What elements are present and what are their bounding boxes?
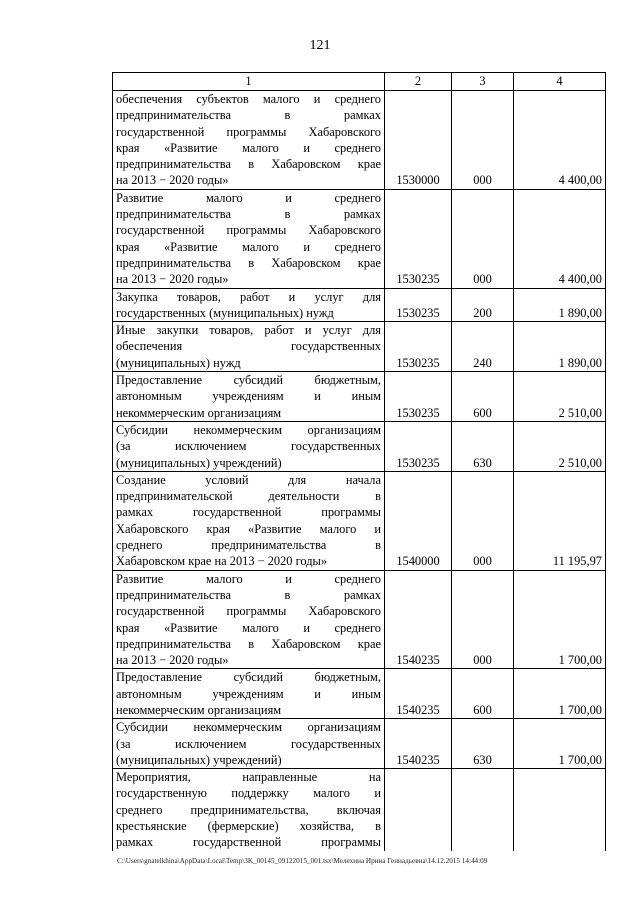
name-line: предпринимательства в рамках: [116, 207, 381, 222]
name-line-last: на 2013 − 2020 годы»: [116, 173, 229, 188]
row-type: 240: [452, 322, 514, 372]
table-row: [113, 719, 606, 769]
name-line: Закупка товаров, работ и услуг для: [116, 289, 381, 304]
name-line: предпринимательства в Хабаровском крае: [116, 157, 381, 172]
table-row: [113, 372, 606, 422]
name-line: среднего предпринимательства в: [116, 538, 381, 553]
row-amount: 4 400,00: [514, 189, 606, 288]
row-amount: 4 400,00: [514, 91, 606, 190]
row-amount: 1 700,00: [514, 570, 606, 669]
name-line-last: на 2013 − 2020 годы»: [116, 272, 229, 287]
header-col-3: 3: [452, 73, 514, 91]
name-line: (за исключением государственных: [116, 736, 381, 751]
row-type: 200: [452, 288, 514, 322]
name-line: Субсидии некоммерческим организациям: [116, 422, 381, 437]
name-line: Развитие малого и среднего: [116, 571, 381, 586]
row-name: [113, 421, 385, 471]
row-name: [113, 570, 385, 669]
name-line: автономным учреждениям и иным: [116, 686, 381, 701]
row-code: 1530000: [385, 91, 452, 190]
row-type: 000: [452, 471, 514, 570]
name-line: Хабаровского края «Развитие малого и: [116, 521, 381, 536]
name-line-last: государственных (муниципальных) нужд: [116, 305, 334, 320]
name-line: (за исключением государственных: [116, 439, 381, 454]
name-line: края «Развитие малого и среднего: [116, 140, 381, 155]
name-line: государственной программы Хабаровского: [116, 124, 381, 139]
row-code: 1540235: [385, 719, 452, 769]
name-line-last: (муниципальных) учреждений): [116, 455, 282, 470]
row-name: [113, 669, 385, 719]
name-line: автономным учреждениям и иным: [116, 389, 381, 404]
row-type: 600: [452, 669, 514, 719]
table-header-row: [113, 73, 606, 91]
row-amount: 1 890,00: [514, 322, 606, 372]
row-code: 1530235: [385, 288, 452, 322]
name-line: государственной программы Хабаровского: [116, 223, 381, 238]
name-line: государственной программы Хабаровского: [116, 604, 381, 619]
row-name: [113, 719, 385, 769]
row-type: 630: [452, 719, 514, 769]
name-line: среднего предпринимательства, включая: [116, 802, 381, 817]
row-code: 1540235: [385, 570, 452, 669]
table-row: [113, 322, 606, 372]
row-name: [113, 471, 385, 570]
name-line: Создание условий для начала: [116, 472, 381, 487]
row-amount: [514, 769, 606, 851]
row-code: 1530235: [385, 322, 452, 372]
row-name: [113, 91, 385, 190]
row-amount: 11 195,97: [514, 471, 606, 570]
name-line: крестьянские (фермерские) хозяйства, в: [116, 819, 381, 834]
row-amount: 2 510,00: [514, 372, 606, 422]
row-name: [113, 372, 385, 422]
row-code: 1540000: [385, 471, 452, 570]
table-row: [113, 189, 606, 288]
row-amount: 2 510,00: [514, 421, 606, 471]
header-col-1: 1: [113, 73, 385, 91]
row-type: 000: [452, 91, 514, 190]
table-row: [113, 570, 606, 669]
name-line: Иные закупки товаров, работ и услуг для: [116, 323, 381, 338]
name-line: Предоставление субсидий бюджетным,: [116, 373, 381, 388]
table-row: [113, 669, 606, 719]
row-amount: 1 700,00: [514, 719, 606, 769]
row-name: [113, 189, 385, 288]
name-line: края «Развитие малого и среднего: [116, 620, 381, 635]
row-type: 630: [452, 421, 514, 471]
name-line: государственную поддержку малого и: [116, 786, 381, 801]
budget-table: [112, 72, 606, 851]
row-name: [113, 769, 385, 851]
name-line: обеспечения субъектов малого и среднего: [116, 92, 381, 106]
name-line-last: (муниципальных) нужд: [116, 355, 241, 370]
file-path-footer: C:\Users\gnatelkhina\AppData\Local\Temp\3K_00145_09122015_001.tsx\Мелехина Ирина Геннадьевна\14.12.2015 14:44:09: [117, 857, 488, 865]
name-line: предпринимательства в рамках: [116, 587, 381, 602]
row-name: [113, 288, 385, 322]
row-type: 000: [452, 570, 514, 669]
name-line: обеспечения государственных: [116, 339, 381, 354]
name-line: Развитие малого и среднего: [116, 190, 381, 205]
name-line-last: Хабаровском крае на 2013 − 2020 годы»: [116, 554, 328, 569]
row-code: 1530235: [385, 189, 452, 288]
name-line: рамках государственной программы: [116, 505, 381, 520]
row-amount: 1 700,00: [514, 669, 606, 719]
name-line: предпринимательской деятельности в: [116, 489, 381, 504]
page-number: 121: [309, 38, 331, 53]
row-amount: 1 890,00: [514, 288, 606, 322]
name-line: предпринимательства в Хабаровском крае: [116, 255, 381, 270]
header-col-4: 4: [514, 73, 606, 91]
row-type: 600: [452, 372, 514, 422]
name-line: предпринимательства в рамках: [116, 108, 381, 123]
name-line-last: некоммерческим организациям: [116, 702, 282, 717]
row-code: 1530235: [385, 372, 452, 422]
row-name: [113, 322, 385, 372]
header-col-2: 2: [385, 73, 452, 91]
row-code: 1540235: [385, 669, 452, 719]
name-line: Мероприятия, направленные на: [116, 770, 381, 785]
name-line-last: некоммерческим организациям: [116, 405, 282, 420]
table-row: [113, 288, 606, 322]
name-line: края «Развитие малого и среднего: [116, 239, 381, 254]
row-code: 1530235: [385, 421, 452, 471]
name-line: Субсидии некоммерческим организациям: [116, 720, 381, 735]
name-line: предпринимательства в Хабаровском крае: [116, 636, 381, 651]
table-row: [113, 769, 606, 851]
row-code: [385, 769, 452, 851]
table-row: [113, 471, 606, 570]
row-type: 000: [452, 189, 514, 288]
name-line: рамках государственной программы: [116, 835, 381, 850]
table-row: [113, 421, 606, 471]
name-line-last: (муниципальных) учреждений): [116, 752, 282, 767]
name-line: Предоставление субсидий бюджетным,: [116, 670, 381, 685]
name-line-last: на 2013 − 2020 годы»: [116, 653, 229, 668]
table-row: [113, 91, 606, 190]
row-type: [452, 769, 514, 851]
